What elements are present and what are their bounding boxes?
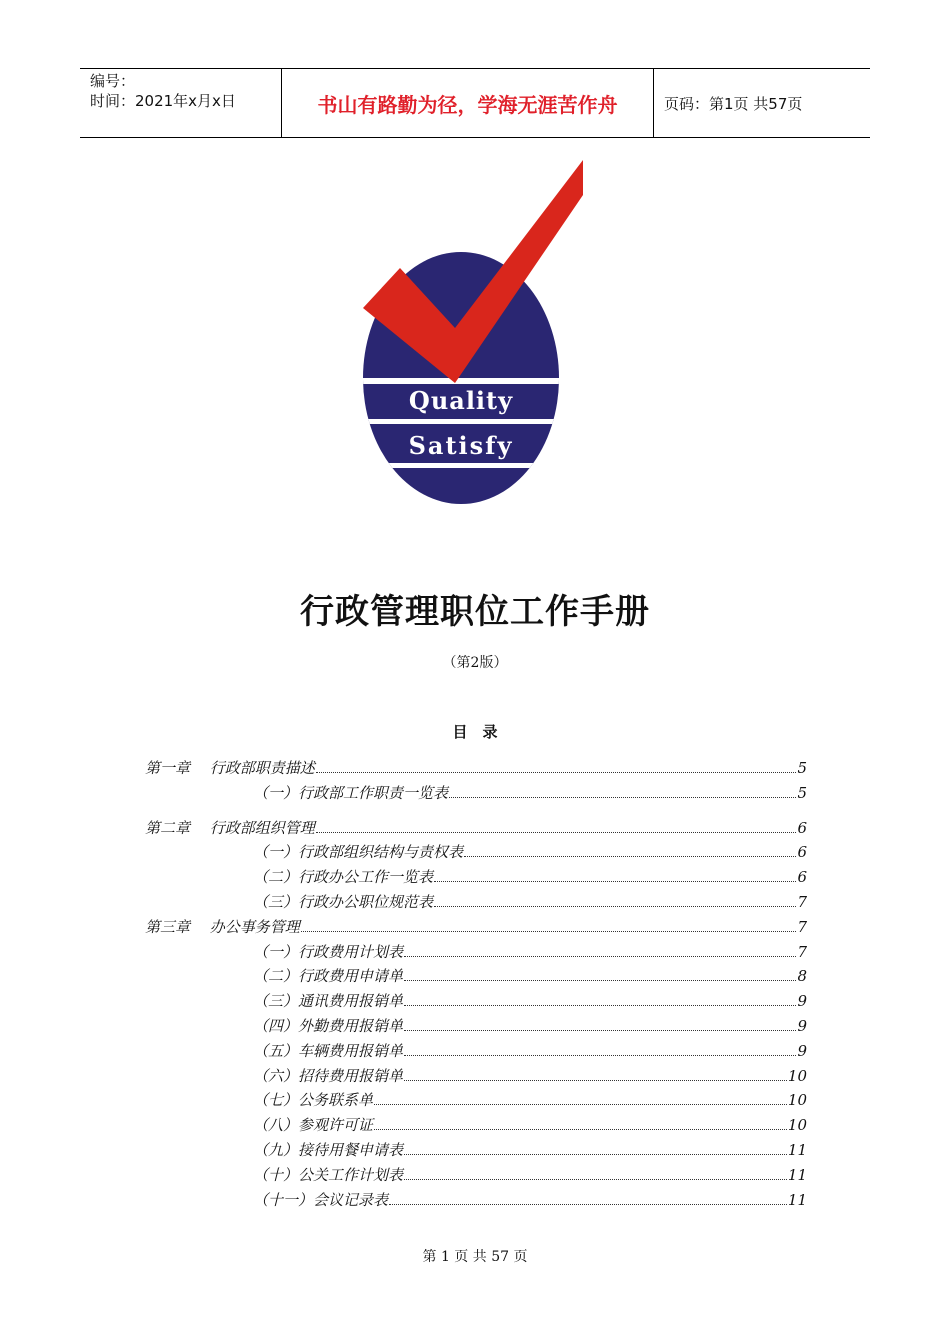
toc-entry-label: （十）公关工作计划表 [253, 1165, 404, 1184]
toc-entry-page: 10 [787, 1066, 807, 1085]
toc-entry-page: 11 [787, 1140, 807, 1159]
toc-entry[interactable] [145, 866, 807, 891]
toc-entry[interactable] [145, 1139, 807, 1164]
page-header [80, 68, 870, 138]
toc-leader-dots [316, 832, 797, 833]
toc-leader-dots [389, 1204, 787, 1205]
toc-leader-dots [404, 1005, 796, 1006]
toc-entry-page: 5 [797, 759, 807, 777]
toc-entry[interactable] [145, 841, 807, 866]
toc-entry[interactable] [145, 1089, 807, 1114]
toc-entry[interactable] [145, 757, 807, 782]
time-label: 时间：2021年x月x日 [90, 92, 236, 110]
toc-leader-dots [404, 980, 796, 981]
toc-entry-label: （八）参观许可证 [253, 1116, 374, 1135]
toc-entry-label: （九）接待用餐申请表 [253, 1140, 404, 1159]
toc-leader-dots [434, 906, 796, 907]
toc-leader-dots [301, 931, 797, 932]
toc-entry-label: （一）行政部工作职责一览表 [253, 783, 449, 802]
number-label: 编号： [90, 72, 136, 90]
toc-entry-label: （二）行政办公工作一览表 [253, 868, 434, 887]
toc-entry-page: 7 [797, 917, 807, 936]
toc-entry-label: 第二章 行政部组织管理 [145, 818, 315, 837]
toc-entry-label: 第三章 办公事务管理 [145, 917, 300, 936]
toc-entry[interactable] [145, 1065, 807, 1090]
toc-entry-page: 11 [787, 1190, 807, 1209]
toc-leader-dots [449, 797, 796, 798]
toc-entry[interactable] [145, 817, 807, 842]
toc-leader-dots [404, 956, 796, 957]
toc-entry-page: 7 [797, 942, 807, 961]
toc-entry-page: 8 [797, 967, 807, 986]
toc-leader-dots [404, 1030, 796, 1031]
toc-entry-label: （一）行政费用计划表 [253, 942, 404, 961]
toc-leader-dots [464, 856, 796, 857]
toc-entry-label: （七）公务联系单 [253, 1091, 374, 1110]
toc-entry-page: 11 [787, 1165, 807, 1184]
toc-entry-label: 第一章 行政部职责描述 [145, 759, 315, 777]
toc-entry[interactable] [145, 941, 807, 966]
toc-entry-page: 5 [797, 783, 807, 802]
page-footer: 第 1 页 共 57 页 [422, 1249, 528, 1265]
toc-entry-label: （十一）会议记录表 [253, 1190, 389, 1209]
table-of-contents [145, 757, 807, 1213]
toc-leader-dots [374, 1104, 787, 1105]
toc-leader-dots [374, 1129, 787, 1130]
toc-entry-label: （三）通讯费用报销单 [253, 992, 404, 1011]
toc-entry[interactable] [145, 1114, 807, 1139]
toc-entry[interactable] [145, 891, 807, 916]
toc-entry[interactable] [145, 990, 807, 1015]
toc-entry[interactable] [145, 782, 807, 807]
toc-entry[interactable] [145, 1015, 807, 1040]
toc-leader-dots [404, 1055, 796, 1056]
quality-satisfy-logo [355, 150, 595, 510]
document-edition: （第2版） [442, 655, 508, 671]
toc-entry-label: （一）行政部组织结构与责权表 [253, 843, 464, 862]
header-page-info: 页码：第1页 共57页 [664, 94, 803, 113]
logo-text-satisfy: Satisfy [408, 431, 514, 460]
header-motto: 书山有路勤为径，学海无涯苦作舟 [281, 69, 654, 137]
header-left-cell [80, 69, 281, 137]
toc-entry-page: 10 [787, 1116, 807, 1135]
toc-entry-page: 9 [797, 1016, 807, 1035]
toc-entry-page: 9 [797, 1041, 807, 1060]
toc-entry[interactable] [145, 1189, 807, 1214]
logo-text-quality: Quality [408, 386, 514, 415]
toc-entry[interactable] [145, 965, 807, 990]
document-title: 行政管理职位工作手册 [300, 592, 650, 632]
toc-entry[interactable] [145, 916, 807, 941]
toc-entry-label: （二）行政费用申请单 [253, 967, 404, 986]
toc-entry-page: 6 [797, 868, 807, 887]
toc-entry-label: （六）招待费用报销单 [253, 1066, 404, 1085]
toc-entry-page: 6 [797, 818, 807, 837]
toc-entry-page: 10 [787, 1091, 807, 1110]
toc-leader-dots [316, 772, 797, 773]
toc-leader-dots [404, 1080, 787, 1081]
toc-entry-page: 7 [797, 892, 807, 911]
toc-entry-label: （三）行政办公职位规范表 [253, 892, 434, 911]
toc-entry[interactable] [145, 1164, 807, 1189]
toc-leader-dots [434, 881, 796, 882]
toc-entry-label: （五）车辆费用报销单 [253, 1041, 404, 1060]
toc-heading: 目 录 [452, 723, 498, 741]
toc-entry-label: （四）外勤费用报销单 [253, 1016, 404, 1035]
toc-entry-page: 9 [797, 992, 807, 1011]
toc-entry-page: 6 [797, 843, 807, 862]
toc-entry[interactable] [145, 1040, 807, 1065]
toc-leader-dots [404, 1154, 787, 1155]
toc-leader-dots [404, 1179, 787, 1180]
